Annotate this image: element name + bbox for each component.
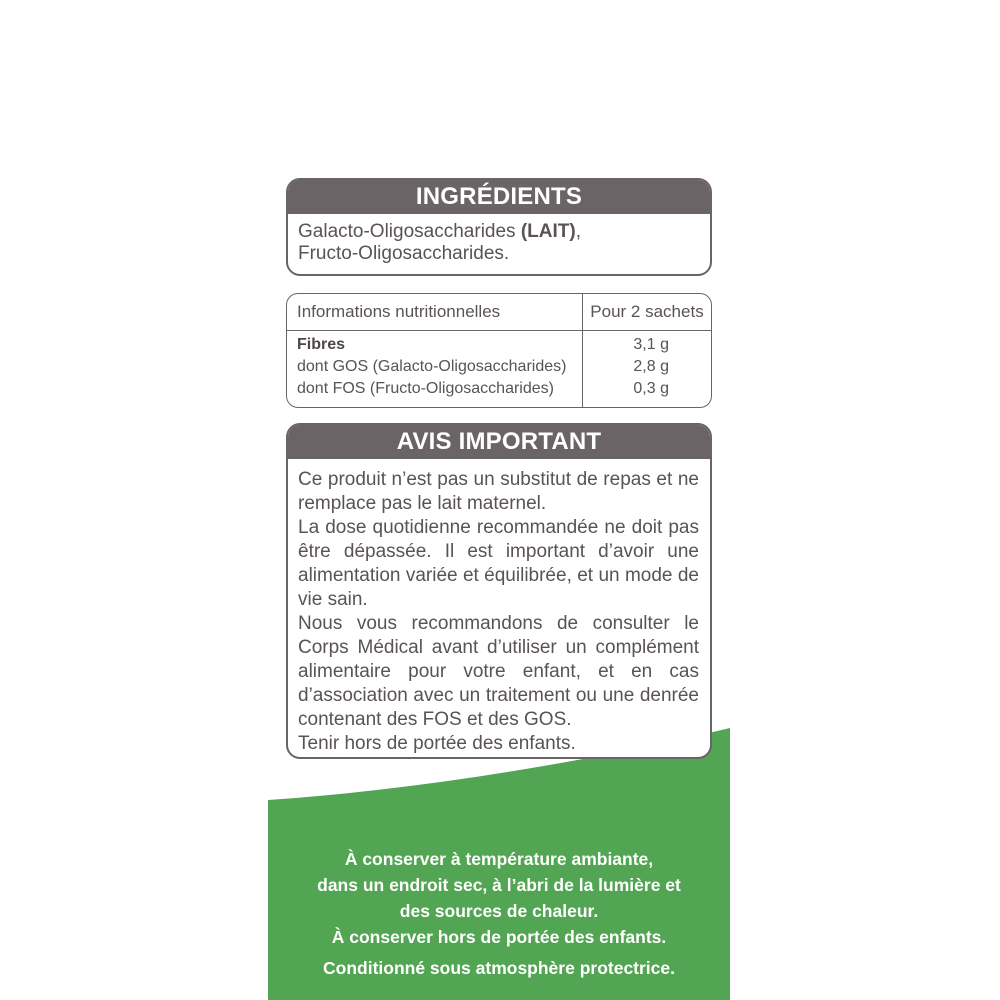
- ingredient-gos: Galacto-Oligosaccharides: [298, 221, 521, 242]
- nutrition-header-label: Informations nutritionnelles: [287, 294, 583, 330]
- nutrition-header-value: Pour 2 sachets: [590, 302, 704, 321]
- ingredients-box: [286, 178, 712, 276]
- important-notice-box: [286, 423, 712, 759]
- nutrition-values-column: [583, 331, 711, 407]
- ingredients-title: INGRÉDIENTS: [288, 180, 710, 214]
- ingredient-fos: Fructo-Oligosaccharides.: [298, 243, 510, 264]
- important-notice-title: AVIS IMPORTANT: [288, 425, 710, 459]
- packaging-line: Conditionné sous atmosphère protectrice.: [323, 958, 675, 978]
- table-row-label: dont FOS (Fructo-Oligosaccharides): [297, 380, 554, 397]
- nutrition-table: [286, 293, 712, 408]
- ingredients-text: [288, 214, 710, 265]
- storage-line: À conserver hors de portée des enfants.: [331, 927, 667, 947]
- notice-paragraph: Ce produit n’est pas un substitut de repas et ne remplace pas le lait maternel.: [298, 469, 699, 514]
- notice-paragraph: Tenir hors de portée des enfants.: [298, 733, 576, 754]
- notice-paragraph: Nous vous recommandons de consulter le Corps Médical avant d’utiliser un complément alimentaire pour votre enfant, et en cas d’association avec un traitement ou une denrée contenant des FOS et des GOS.: [298, 613, 699, 730]
- notice-paragraph: La dose quotidienne recommandée ne doit pas être dépassée. Il est important d’avoir une alimentation variée et équilibrée, et un mode de vie sain.: [298, 517, 699, 610]
- nutrition-body: [287, 331, 711, 407]
- storage-instructions: [268, 846, 730, 981]
- table-row-value: 3,1 g: [633, 336, 669, 353]
- table-row-label: dont GOS (Galacto-Oligosaccharides): [297, 358, 567, 375]
- storage-line: dans un endroit sec, à l’abri de la lumière et: [317, 875, 681, 895]
- ingredient-separator: ,: [575, 221, 581, 242]
- table-row-value: 0,3 g: [633, 380, 669, 397]
- nutrition-header-row: [287, 294, 711, 331]
- important-notice-text: [288, 459, 710, 756]
- table-row-value: 2,8 g: [633, 358, 669, 375]
- nutrition-labels-column: [287, 331, 583, 407]
- table-row-label: Fibres: [297, 336, 346, 353]
- allergen-label: (LAIT): [520, 221, 576, 242]
- label-panel: [268, 0, 730, 1000]
- storage-line: À conserver à température ambiante,: [344, 849, 654, 869]
- storage-line: des sources de chaleur.: [399, 901, 599, 921]
